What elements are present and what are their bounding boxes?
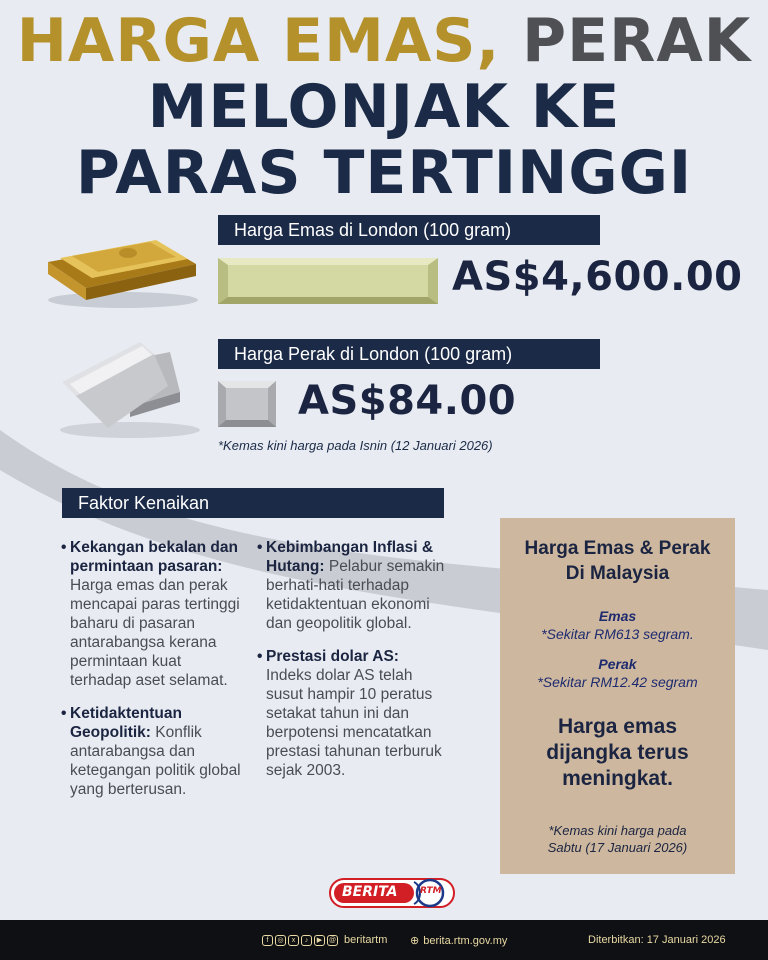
malaysia-silver-value: *Sekitar RM12.42 segram (537, 674, 698, 690)
factor-text: Konflik antarabangsa dan ketegangan politik global yang berterusan. (70, 724, 241, 798)
headline-gold-word: HARGA EMAS, (16, 6, 501, 76)
gold-price-value: AS$4,600.00 (452, 254, 743, 300)
factor-item (61, 704, 245, 799)
bullet-icon: • (257, 648, 263, 665)
silver-price-label-text: Harga Perak di London (100 gram) (234, 343, 513, 364)
instagram-icon[interactable]: ◎ (275, 935, 286, 946)
logo-text: BERITA (342, 884, 398, 900)
headline-silver-word: PERAK (522, 6, 752, 76)
gold-price-label (218, 215, 600, 245)
silver-price-label (218, 339, 600, 369)
factor-item (257, 647, 448, 780)
factors-column-1 (61, 538, 245, 813)
footer (0, 920, 768, 960)
berita-rtm-logo (328, 874, 456, 912)
headline-line-3: PARAS TERTINGGI (75, 138, 693, 208)
website-link[interactable] (410, 934, 507, 947)
website-text: berita.rtm.gov.my (423, 934, 508, 947)
social-handle[interactable]: beritartm (344, 934, 388, 946)
factor-title: Ketidaktentuan Geopolitik: (70, 705, 182, 741)
gold-price-bar (218, 258, 438, 304)
bullet-icon: • (257, 539, 263, 556)
factor-text: Indeks dolar AS telah susut hampir 10 peratus setakat tahun ini dan berpotensi mencatatkan prestasi tahunan terburuk sejak 2003. (266, 667, 442, 779)
social-links (262, 934, 387, 946)
factor-title: Kebimbangan Inflasi & Hutang: (266, 539, 434, 575)
factors-column-2 (257, 538, 448, 794)
threads-icon[interactable]: @ (328, 936, 337, 944)
headline-line-1 (0, 8, 768, 74)
factor-item (61, 538, 245, 690)
logo-badge: RTM (420, 886, 442, 896)
factor-text: Pelabur semakin berhati-hati terhadap ketidaktentuan ekonomi dan geopolitik global. (266, 558, 445, 632)
malaysia-box-note: *Kemas kini harga pada Sabtu (17 Januari 2026) (547, 823, 688, 855)
gold-bar-image (38, 212, 203, 312)
x-icon[interactable]: x (288, 935, 299, 946)
published-date: Diterbitkan: 17 Januari 2026 (588, 934, 726, 946)
youtube-icon[interactable]: ▶ (314, 935, 325, 946)
update-note: *Kemas kini harga pada Isnin (12 Januari 2026) (218, 438, 493, 453)
bullet-icon: • (61, 539, 67, 556)
malaysia-outlook: Harga emas dijangka terus meningkat. (546, 715, 689, 790)
facebook-icon[interactable]: f (262, 935, 273, 946)
tiktok-icon[interactable]: ♪ (301, 935, 312, 946)
headline (0, 8, 768, 206)
globe-icon: ⊕ (410, 935, 420, 947)
gold-price-label-text: Harga Emas di London (100 gram) (234, 219, 512, 240)
factor-title: Prestasi dolar AS: (266, 648, 399, 665)
malaysia-box-title: Harga Emas & Perak Di Malaysia (524, 538, 711, 584)
silver-price-bar (218, 381, 276, 427)
headline-line-2: MELONJAK KE (147, 72, 621, 142)
malaysia-gold-value: *Sekitar RM613 segram. (541, 626, 694, 642)
malaysia-gold-label: Emas (598, 608, 637, 624)
factor-title: Kekangan bekalan dan permintaan pasaran: (70, 539, 238, 575)
silver-bar-image (50, 322, 200, 442)
malaysia-price-box (500, 518, 735, 874)
factor-item (257, 538, 448, 633)
malaysia-silver-label: Perak (598, 656, 637, 672)
factors-heading (62, 488, 444, 518)
silver-price-value: AS$84.00 (298, 378, 517, 424)
factor-text: Harga emas dan perak mencapai paras tertinggi baharu di pasaran antarabangsa kerana permintaan kuat terhadap aset selamat. (70, 577, 240, 689)
bullet-icon: • (61, 705, 67, 722)
factors-heading-text: Faktor Kenaikan (78, 492, 210, 513)
